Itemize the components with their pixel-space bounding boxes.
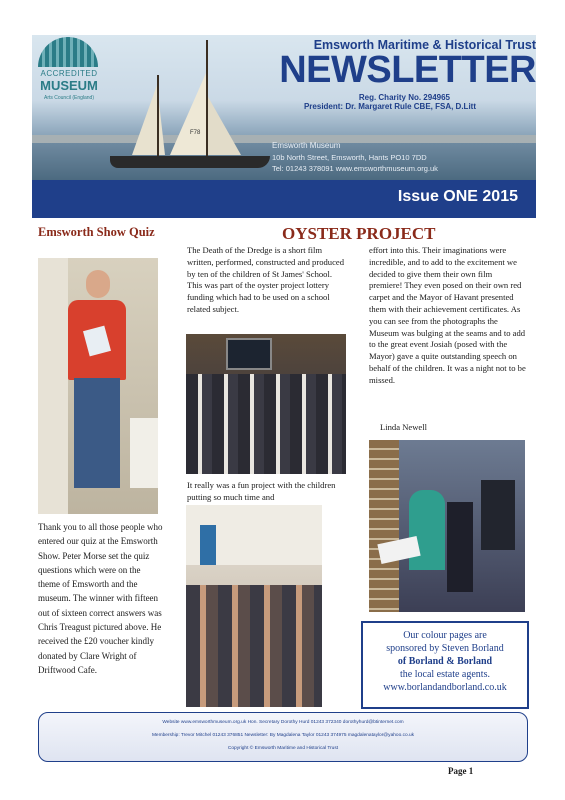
mast (157, 75, 159, 157)
mayor (409, 490, 445, 570)
quiz-text: Thank you to all those people who entered our quiz at the Emsworth Show. Peter Morse set the quiz questions which were on the theme of Emsworth and the museum. The winner with fifteen out of sixteen correct answers was Chris Treagust pictured above. He received the £20 voucher kindly donated by Clare Wright of Driftwood Cafe. (38, 522, 163, 675)
oyster-paragraph: It really was a fun project with the children putting so much time and (187, 480, 336, 502)
screen (226, 338, 272, 370)
footer-membership: Membership: Trevor Mitchel 01243 376851 Newsletter: By Magdalena Taylor 01243 374975 magdalenataylor@yahoo.co.uk (151, 733, 415, 738)
bookshelf (369, 440, 399, 612)
logo-text: MUSEUM (40, 78, 98, 93)
museum-contact: Tel: 01243 378091 www.emsworthmuseum.org.uk (272, 164, 438, 173)
oyster-paragraph: The Death of the Dredge is a short film written, performed, constructed and produced by ten of the children of St James' School. This was part of the oyster project lottery funding which had to be used on a school related subject. (187, 245, 345, 314)
author: Linda Newell (380, 422, 428, 432)
speech-photo (369, 440, 525, 612)
quiz-heading: Emsworth Show Quiz (38, 225, 155, 239)
trust-name: Emsworth Maritime & Historical Trust (313, 38, 536, 52)
boat-number: F78 (190, 130, 201, 136)
issue-label: Issue ONE 2015 (397, 188, 518, 205)
sponsor-box (361, 621, 529, 709)
museum-address: 10b North Street, Emsworth, Hants PO10 7DD (272, 153, 427, 162)
oyster-heading: OYSTER PROJECT (282, 224, 436, 243)
film-premiere-photo (186, 334, 346, 474)
sponsor-link[interactable]: www.borlandandborland.co.uk (383, 682, 507, 693)
charity-number: Reg. Charity No. 294965 (358, 93, 450, 102)
audience (186, 585, 322, 707)
accredited-museum-logo (32, 35, 106, 107)
sponsor-text: sponsored by Steven Borland (386, 643, 504, 654)
boy-speaker (447, 502, 473, 592)
sponsor-text: Our colour pages are (403, 630, 487, 641)
sponsor-text: the local estate agents. (400, 669, 490, 680)
logo-arc-icon (38, 37, 98, 67)
jeans (74, 378, 120, 488)
newsletter-title: NEWSLETTER (279, 49, 536, 91)
logo-text: ACCREDITED (40, 69, 98, 78)
mast (206, 40, 208, 157)
president: President: Dr. Margaret Rule CBE, FSA, D.Litt (303, 102, 476, 111)
header-banner (32, 35, 536, 180)
sail (207, 95, 241, 155)
footer (38, 712, 528, 762)
oyster-paragraph: effort into this. Their imaginations were incredible, and to add to the excitement we decided to give them their own film premiere! They even posed on their own red carpet and the Mayor of Havant presented them with their achievement certificates. As you can see from the photographs the Museum was bulging at the seams and to add to the great event Josiah (posed with the Mayor) gave a quite outstanding speech on behalf of the children. It was a night not to be missed. (369, 245, 526, 385)
sail (132, 85, 165, 155)
sail (170, 73, 206, 155)
museum-name: Emsworth Museum (272, 141, 341, 150)
footer-copyright: Copyright © Emsworth Maritime and Historical Trust (227, 746, 339, 751)
quiz-winner-photo (38, 258, 158, 514)
sponsor-text: of Borland & Borland (397, 656, 493, 667)
footer-contacts: Website www.emsworthmuseum.org.uk Hon. Secretary Dorothy Hurd 01243 372340 dorothyhurd@btinternet.com (162, 720, 404, 725)
logo-text: Arts Council (England) (43, 95, 95, 101)
boat-hull (110, 156, 270, 168)
museum-audience-photo (186, 505, 322, 707)
person-head (86, 270, 110, 298)
page-number: Page 1 (448, 766, 474, 776)
children-group (186, 374, 346, 474)
